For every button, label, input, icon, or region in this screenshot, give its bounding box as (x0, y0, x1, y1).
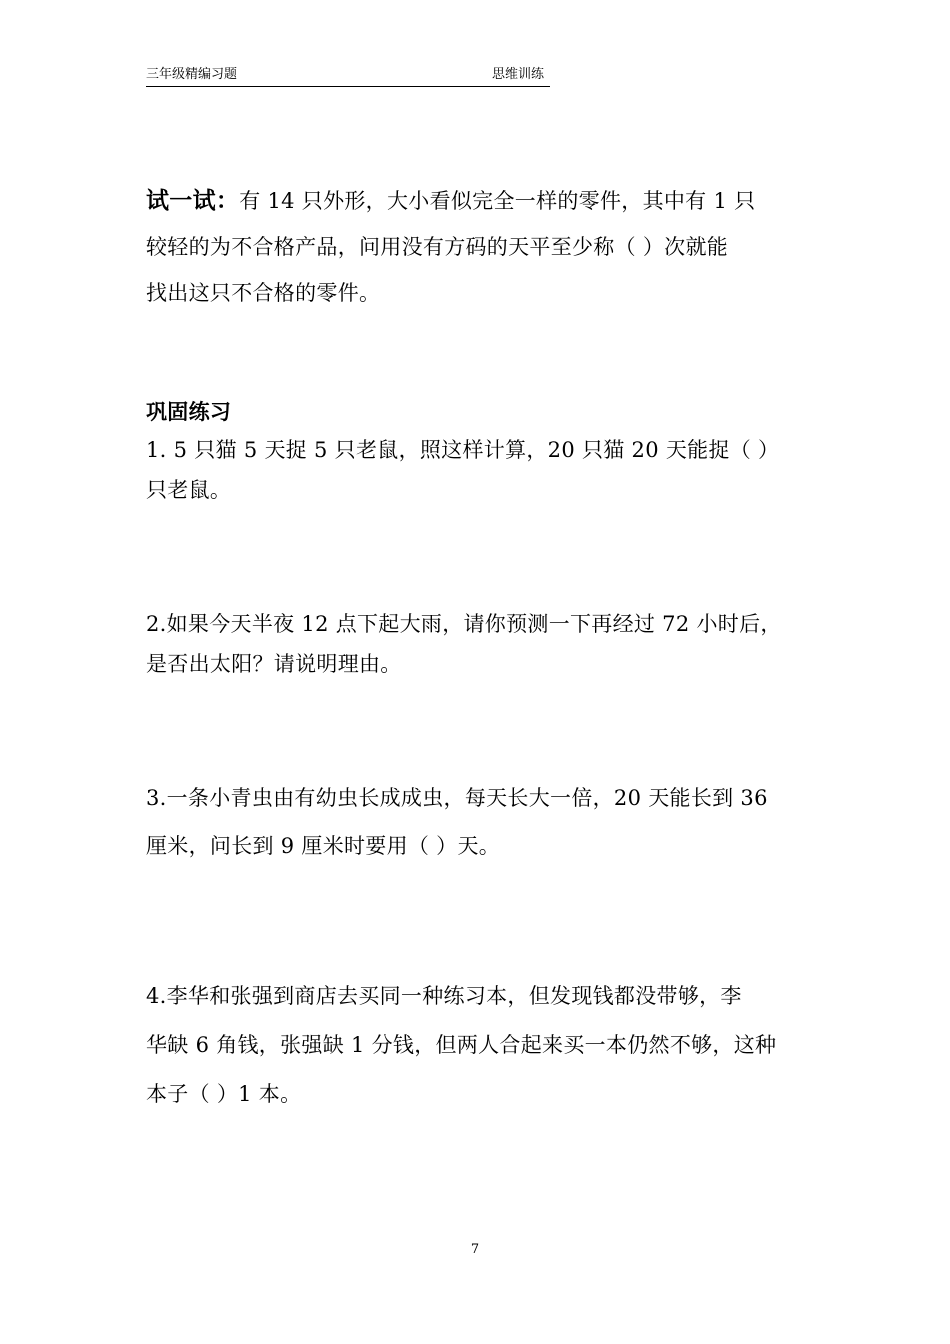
question-1-line-2: 只老鼠。 (146, 478, 232, 502)
question-4-line-2: 华缺 6 角钱，张强缺 1 分钱，但两人合起来买一本仍然不够，这种 (146, 1033, 777, 1057)
practice-title: 巩固练习 (146, 399, 232, 424)
question-4-line-3: 本子（ ）1 本。 (146, 1082, 302, 1106)
question-2 (146, 604, 816, 684)
try-it-text-1: 有 14 只外形，大小看似完全一样的零件，其中有 1 只 (239, 189, 756, 213)
question-2-line-1: 2.如果今天半夜 12 点下起大雨，请你预测一下再经过 72 小时后， (146, 612, 782, 636)
question-4 (146, 972, 816, 1119)
page-header (146, 66, 550, 87)
try-it-title: 试一试： (146, 187, 240, 214)
question-3-line-1: 3.一条小青虫由有幼虫长成成虫，每天长大一倍，20 天能长到 36 (146, 786, 768, 810)
question-2-line-2: 是否出太阳？请说明理由。 (146, 652, 402, 676)
question-3-line-2: 厘米，问长到 9 厘米时要用（ ）天。 (146, 834, 501, 858)
question-1-line-1: 1. 5 只猫 5 天捉 5 只老鼠，照这样计算，20 只猫 20 天能捉（ ） (146, 438, 780, 462)
header-right-title: 思维训练 (492, 67, 545, 82)
try-it-section (146, 178, 816, 316)
try-it-line-2: 较轻的为不合格产品，问用没有方码的天平至少称（ ）次就能 (146, 235, 729, 259)
question-1 (146, 430, 816, 510)
question-3 (146, 774, 816, 870)
try-it-line-1 (146, 178, 816, 224)
page-number: 7 (470, 1242, 480, 1257)
question-4-line-1: 4.李华和张强到商店去买同一种练习本，但发现钱都没带够，李 (146, 984, 742, 1008)
try-it-line-3: 找出这只不合格的零件。 (146, 281, 381, 305)
header-left-title: 三年级精编习题 (146, 67, 238, 82)
